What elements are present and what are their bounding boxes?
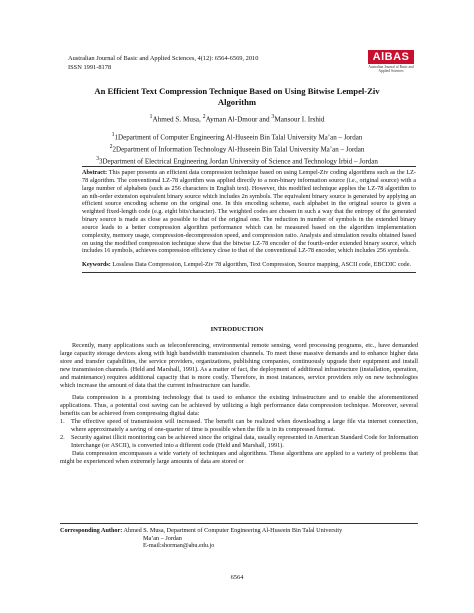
abstract-label: Abstract:: [82, 169, 108, 176]
affiliation-3: $^3$3Department of Electrical Engineering Jordan University of Science and Technology Irbid – Jordan: [96, 155, 378, 166]
list-number: 2.: [60, 433, 65, 441]
corr-line-2: Ma’an – Jordan: [143, 534, 182, 542]
logo-text: AlBAS: [372, 51, 410, 63]
keywords-paragraph: [82, 261, 416, 269]
footnote-divider: [60, 523, 418, 524]
paper-title: An Efficient Text Compression Technique Based on Using Bitwise Lempel-Ziv Algorithm: [94, 86, 380, 107]
abstract-text: This paper presents an efficient data compression technique based on using Lempel-Ziv coding algorithms such as the LZ-78 algorithm. The conventional LZ-78 algorithm was applied directly to a non-binary information source (i.e., original source) with a large number of alphabets (such as 256 characters in English text). However, this modified technique applies the LZ-78 algorithm to an nth-order extension equivalent binary source which includes 2n symbols. The equivalent binary source is generated by applying an efficient source encoding scheme on the original one. In this encoding scheme, each alphabet in the original source is given a weighted fixed-length code (e.g. eight bits/character). The weighted codes are chosen in such a way that the entropy of the generated binary source is made as close as possible to that of the original one. The reduction in number of symbols in the extended binary source leads to a better compression algorithm performance which can be measured based on the algorithm implementation complexity, memory usage, compression-decompression speed, and compression ratio. Analysis and simulation results obtained based on using the modified compression technique show that the bitwise LZ-78 encoder of the fourth-order extended binary source, which includes 16 symbols, achieves compression efficiency close to that of the conventional LZ-78 encoder, which includes 256 symbols.: [82, 169, 416, 255]
affiliation-2: $^2$2Department of Information Technology Al-Huseein Bin Talal University Ma’an – Jordan: [109, 143, 365, 154]
introduction-body: [60, 342, 418, 466]
affiliation-2-text: 2Department of Information Technology Al-Huseein Bin Talal University Ma’an – Jordan: [112, 145, 365, 154]
corr-label: Corresponding Author:: [60, 527, 123, 534]
corr-email: E-mail:shorman@ahu.edu.jo: [143, 542, 215, 550]
list-text: Security against illicit monitoring can be achieved since the original data, usually represented in American Standard Code for Information Interchange (or ASCII), is converted into a different code (Held and Marshall, 1991).: [71, 433, 418, 449]
corr-name: Ahmed S. Musa, Department of Computer Engineering Al-Huseein Bin Talal University: [123, 527, 343, 534]
issn-line: ISSN 1991-8178: [68, 63, 112, 71]
corresponding-author: [60, 527, 418, 550]
intro-paragraph-1: Recently, many applications such as teleconferencing, environmental remote sensing, word processing programs, etc., have demanded large capacity storage devices along with high bandwidth transmission channels. To meet these massive demands and to enhance higher data store and transfer capabilities, the service providers, organizations, publishing companies, continuously upgrade their equipment and install new transmission channels. (Held and Marshall, 1991). As a matter of fact, the deployment of additional infrastructure (installation, operation, and maintenance) requires additional capacity that is more costly. Therefore, in most instances, service providers rely on new technologies which increase the amount of data that the current infrastructure can handle.: [60, 342, 418, 389]
abstract-paragraph: [82, 169, 416, 255]
journal-line: Australian Journal of Basic and Applied Sciences, 4(12): 6564-6569, 2010: [68, 55, 259, 62]
abstract-section: [82, 166, 416, 273]
list-item: [60, 434, 418, 450]
logo-tagline: Australian Journal of Basic and Applied Sciences: [368, 65, 414, 74]
page-number: 6564: [230, 574, 244, 581]
intro-paragraph-2: Data compression is a promising technology that is used to enhance the existing infrastructure and to enable the aforementioned applications. Thus, a potential cost saving can be achieved by utilizing a high performance data compression technique. Moreover, several benefits can be achieved from compressing digital data:: [60, 394, 418, 418]
affiliation-1: $^1$1Department of Computer Engineering Al-Huseein Bin Talal University Ma’an – Jordan: [111, 132, 363, 142]
intro-paragraph-3: Data compression encompasses a wide variety of techniques and algorithms. These algorithms are applied to a variety of problems that might be experienced when extremely large amounts of data are stored or: [60, 449, 418, 465]
affiliations: [52, 131, 422, 167]
author-list: $^1$Ahmed S. Musa, $^2$Ayman Al-Dmour and $^3$Mansour I. Irshid: [149, 114, 325, 124]
journal-citation: [68, 55, 258, 72]
affiliation-3-text: 3Department of Electrical Engineering Jordan University of Science and Technology Irbid – Jordan: [99, 157, 378, 166]
keywords-label: Keywords:: [82, 261, 111, 269]
list-number: 1.: [60, 418, 65, 426]
list-text: The effective speed of transmission will increased. The benefit can be realized when downloading a large file via internet connection, where approximately a saving of one-quarter of time is possible when the file is in its compressed format.: [71, 418, 418, 434]
affiliation-1-text: 1Department of Computer Engineering Al-Huseein Bin Talal University Ma’an – Jordan: [114, 133, 363, 142]
journal-logo: [368, 50, 414, 76]
introduction-heading: INTRODUCTION: [210, 326, 264, 333]
keywords-text: Lossless Data Compression, Lempel-Ziv 78 algorithm, Text Compression, Source mapping, ASCII code, EBCDIC code.: [112, 261, 412, 269]
corr-line-1: [60, 527, 418, 535]
list-item: [60, 418, 418, 434]
